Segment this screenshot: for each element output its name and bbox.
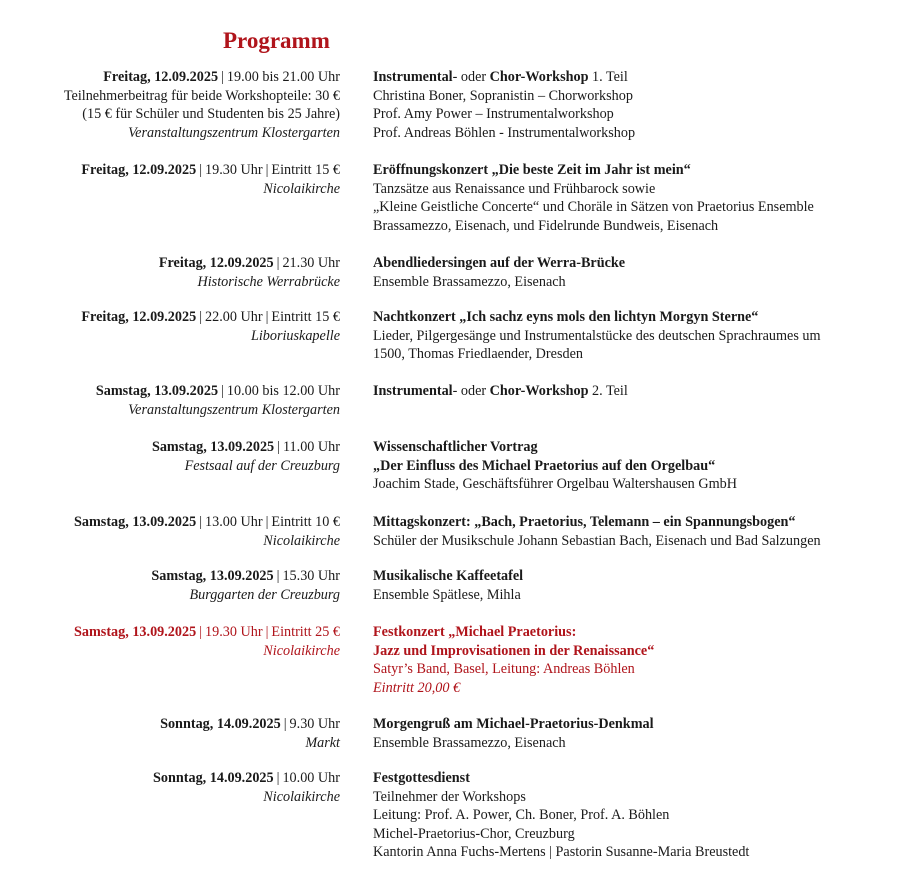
event-venue: Nicolaikirche [263,180,340,197]
event-details [373,161,913,235]
event-heading: Mittagskonzert: „Bach, Praetorius, Telemann – ein Spannungsbogen“ [373,514,796,530]
event-entry: Eintritt 15 € [271,309,340,325]
event-time: 19.00 bis 21.00 Uhr [226,69,340,85]
event-time: 15.30 Uhr [282,568,340,584]
event-venue: Markt [305,734,340,751]
event-meta: Freitag, 12.09.2025 | 21.30 Uhr Historische Werrabrücke [0,254,340,291]
event-heading: Instrumental- oder Chor-Workshop 2. Teil [373,383,628,399]
page-title: Programm [223,28,330,53]
event-venue: Liboriuskapelle [250,327,340,344]
event-details [373,68,913,142]
event-heading: Festkonzert „Michael Praetorius: [373,624,577,640]
event-venue: Nicolaikirche [263,642,340,659]
event-time: 10.00 Uhr [282,770,340,786]
event-date: Freitag, 12.09.2025 [81,162,197,178]
fee-line: Teilnehmerbeitrag für beide Workshopteile: 30 € [63,87,340,104]
event-meta: Samstag, 13.09.2025 | 10.00 bis 12.00 Uhr Veranstaltungszentrum Klostergarten [0,382,340,419]
event-venue: Veranstaltungszentrum Klostergarten [128,124,340,141]
event-line: 1500, Thomas Friedlaender, Dresden [373,346,583,363]
event-line: Brassamezzo, Eisenach, und Fidelrunde Bundweis, Eisenach [373,217,719,234]
event-venue: Nicolaikirche [263,532,340,549]
event-note: Eintritt 20,00 € [373,679,461,696]
event-venue: Historische Werrabrücke [197,273,340,290]
event-line: Prof. Amy Power – Instrumentalworkshop [373,106,614,123]
event-details [373,715,913,752]
event-line: „Kleine Geistliche Concerte“ und Choräle in Sätzen von Praetorius Ensemble [373,199,814,216]
event-heading: Wissenschaftlicher Vortrag [373,439,538,455]
event-line: Tanzsätze aus Renaissance und Frühbarock sowie [373,180,656,197]
event-entry: Eintritt 10 € [271,514,340,530]
event-line: Leitung: Prof. A. Power, Ch. Boner, Prof. A. Böhlen [373,807,670,824]
event-line: Ensemble Brassamezzo, Eisenach [373,734,566,751]
event-date: Sonntag, 14.09.2025 [160,716,281,732]
event-date: Samstag, 13.09.2025 [151,439,275,455]
event-details [373,567,913,604]
event-details [373,308,913,364]
event-heading: Musikalische Kaffeetafel [373,568,524,584]
event-meta: Sonntag, 14.09.2025 | 9.30 Uhr Markt [0,715,340,752]
event-date: Freitag, 12.09.2025 [158,255,274,271]
event-line: Joachim Stade, Geschäftsführer Orgelbau Waltershausen GmbH [373,476,737,493]
event-meta: Freitag, 12.09.2025 | 19.00 bis 21.00 Uhr Teilnehmerbeitrag für beide Workshopteile: 30 € (15 € für Schüler und Studenten bis 25 Jahre) Veranstaltungszentrum Klostergarten [0,68,340,142]
event-details [373,382,913,401]
event-heading: Festgottesdienst [373,770,470,786]
event-details [373,769,913,862]
event-time: 19.30 Uhr [205,162,263,178]
event-heading: Eröffnungskonzert „Die beste Zeit im Jahr ist mein“ [373,162,691,178]
event-details [373,513,913,550]
event-time: 10.00 bis 12.00 Uhr [226,383,340,399]
event-time: 21.30 Uhr [282,255,340,271]
event-line: Lieder, Pilgergesänge und Instrumentalstücke des deutschen Sprachraumes um [373,327,821,344]
event-line: Teilnehmer der Workshops [373,788,526,805]
event-date: Samstag, 13.09.2025 [74,514,197,530]
event-line: Prof. Andreas Böhlen - Instrumentalworkshop [373,124,636,141]
event-subheading: „Der Einfluss des Michael Praetorius auf den Orgelbau“ [373,457,716,474]
event-heading: Instrumental- oder Chor-Workshop 1. Teil [373,69,628,85]
event-line: Christina Boner, Sopranistin – Chorworkshop [373,87,633,104]
event-meta: Samstag, 13.09.2025 | 11.00 Uhr Festsaal auf der Creuzburg [0,438,340,475]
event-heading: Morgengruß am Michael-Praetorius-Denkmal [373,716,654,732]
event-line: Ensemble Brassamezzo, Eisenach [373,273,566,290]
event-line: Schüler der Musikschule Johann Sebastian Bach, Eisenach und Bad Salzungen [373,532,821,549]
event-meta: Freitag, 12.09.2025 | 22.00 Uhr | Eintritt 15 € Liboriuskapelle [0,308,340,345]
event-time: 9.30 Uhr [289,716,340,732]
event-time: 19.30 Uhr [205,624,263,640]
event-entry: Eintritt 25 € [271,624,340,640]
event-line: Satyr’s Band, Basel, Leitung: Andreas Böhlen [373,661,635,678]
event-heading: Nachtkonzert „Ich sachz eyns mols den lichtyn Morgyn Sterne“ [373,309,759,325]
event-venue: Burggarten der Creuzburg [189,586,340,603]
event-subheading: Jazz und Improvisationen in der Renaissance“ [373,642,655,659]
event-line: Michel-Praetorius-Chor, Creuzburg [373,825,575,842]
event-time: 11.00 Uhr [282,439,340,455]
event-time: 22.00 Uhr [205,309,263,325]
event-date: Sonntag, 14.09.2025 [152,770,274,786]
event-line: Ensemble Spätlese, Mihla [373,586,521,603]
event-meta: Freitag, 12.09.2025 | 19.30 Uhr | Eintritt 15 € Nicolaikirche [0,161,340,198]
event-meta: Sonntag, 14.09.2025 | 10.00 Uhr Nicolaikirche [0,769,340,806]
event-details [373,623,913,697]
event-venue: Festsaal auf der Creuzburg [184,457,340,474]
event-meta: Samstag, 13.09.2025 | 19.30 Uhr | Eintritt 25 € Nicolaikirche [0,623,340,660]
event-date: Samstag, 13.09.2025 [151,568,274,584]
event-details [373,438,913,494]
event-meta: Samstag, 13.09.2025 | 13.00 Uhr | Eintritt 10 € Nicolaikirche [0,513,340,550]
event-date: Freitag, 12.09.2025 [103,69,219,85]
event-date: Samstag, 13.09.2025 [74,624,197,640]
event-venue: Nicolaikirche [263,788,340,805]
event-date: Samstag, 13.09.2025 [95,383,219,399]
event-heading: Abendliedersingen auf der Werra-Brücke [373,255,626,271]
event-time: 13.00 Uhr [205,514,263,530]
event-line: Kantorin Anna Fuchs-Mertens | Pastorin Susanne-Maria Breustedt [373,844,750,861]
event-venue: Veranstaltungszentrum Klostergarten [128,401,340,418]
event-meta: Samstag, 13.09.2025 | 15.30 Uhr Burggarten der Creuzburg [0,567,340,604]
fee-reduced-line: (15 € für Schüler und Studenten bis 25 Jahre) [82,106,340,123]
event-date: Freitag, 12.09.2025 [81,309,197,325]
event-entry: Eintritt 15 € [271,162,340,178]
event-details [373,254,913,291]
